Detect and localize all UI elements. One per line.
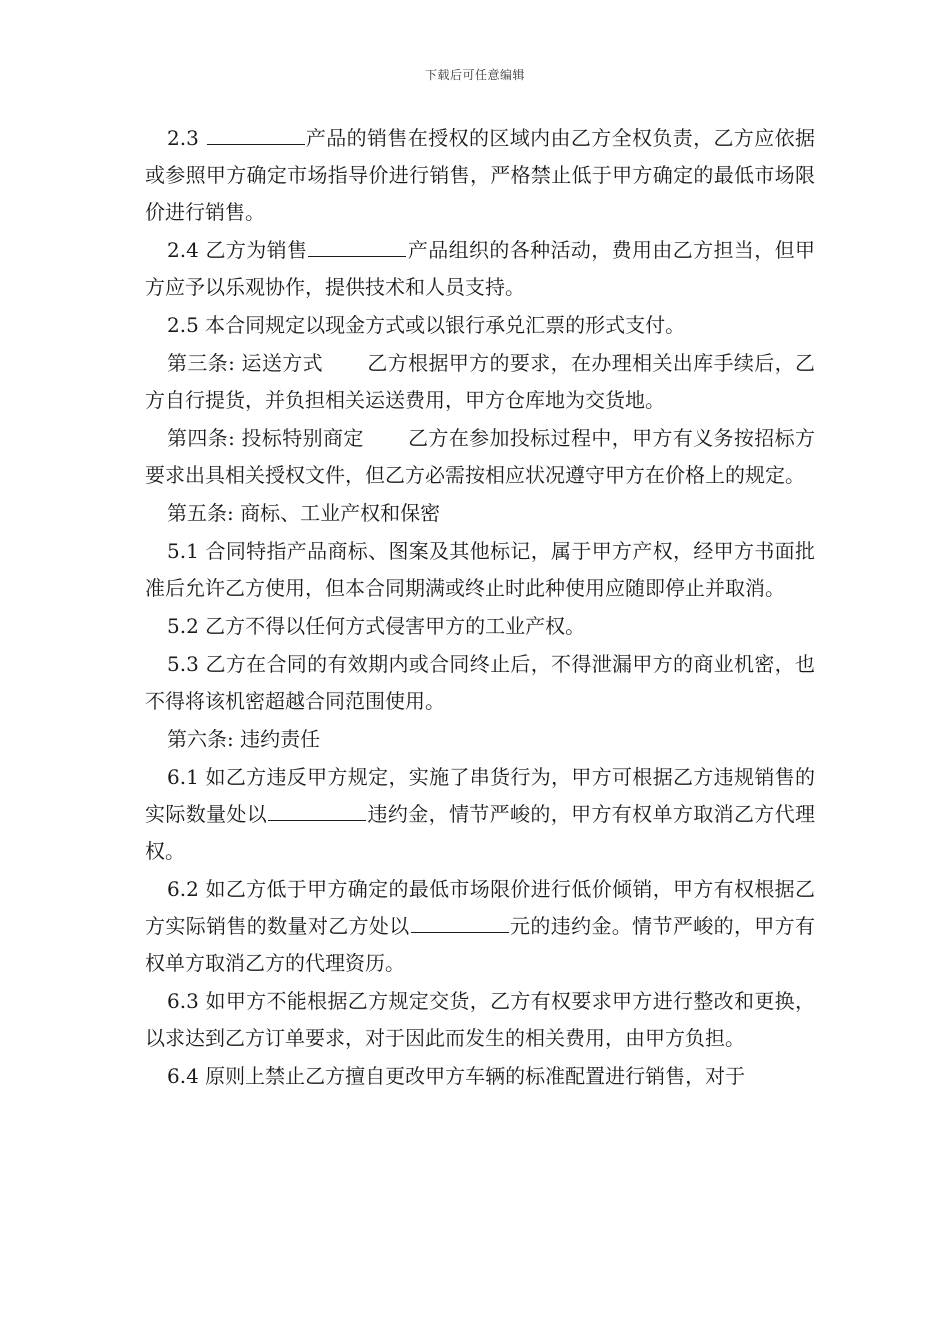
paragraph-text: 5.2 乙方不得以任何方式侵害甲方的工业产权。	[167, 614, 586, 638]
paragraph-text: 乙方在参加投标过程中，甲方有义务按招标方要求出具相关授权文件，但乙方必需按相应状况遵守甲方在价格上的规定。	[145, 426, 815, 487]
paragraph-text: 2.5 本合同规定以现金方式或以银行承兑汇票的形式支付。	[167, 313, 686, 337]
fill-in-blank	[207, 122, 305, 145]
article-heading: 第三条: 运送方式	[167, 351, 323, 375]
article-6-heading	[145, 721, 815, 758]
paragraph-6-4	[145, 1058, 815, 1095]
article-heading: 第五条: 商标、工业产权和保密	[167, 501, 441, 525]
fill-in-blank	[308, 234, 406, 257]
paragraph-text: 6.2 如乙方低于甲方确定的最低市场限价进行低价倾销，甲方有权根据乙方实际销售的数量对乙方处以	[145, 877, 815, 938]
paragraph-text: 2.4 乙方为销售	[167, 238, 308, 262]
document-body	[145, 120, 815, 1096]
paragraph-6-3	[145, 983, 815, 1057]
paragraph-text: 5.3 乙方在合同的有效期内或合同终止后，不得泄漏甲方的商业机密，也不得将该机密超越合同范围使用。	[145, 652, 815, 713]
article-heading: 第六条: 违约责任	[167, 727, 321, 751]
paragraph-text: 2.3	[167, 126, 206, 150]
article-4	[145, 420, 815, 494]
paragraph-text: 5.1 合同特指产品商标、图案及其他标记，属于甲方产权，经甲方书面批准后允许乙方使用，但本合同期满或终止时此种使用应随即停止并取消。	[145, 539, 815, 600]
paragraph-text: 6.3 如甲方不能根据乙方规定交货，乙方有权要求甲方进行整改和更换，以求达到乙方订单要求，对于因此而发生的相关费用，由甲方负担。	[145, 989, 815, 1050]
paragraph-text: 6.4 原则上禁止乙方擅自更改甲方车辆的标准配置进行销售，对于	[167, 1064, 746, 1088]
article-5-heading	[145, 495, 815, 532]
paragraph-text: 产品的销售在授权的区域内由乙方全权负责，乙方应依据或参照甲方确定市场指导价进行销售，严格禁止低于甲方确定的最低市场限价进行销售。	[145, 126, 815, 224]
page-header: 下载后可任意编辑	[424, 68, 525, 82]
paragraph-text: 乙方根据甲方的要求，在办理相关出库手续后，乙方自行提货，并负担相关运送费用，甲方仓库地为交货地。	[145, 351, 815, 412]
paragraph-2-4	[145, 232, 815, 306]
paragraph-text: 违约金，情节严峻的，甲方有权单方取消乙方代理权。	[145, 802, 816, 863]
paragraph-6-2	[145, 871, 815, 982]
article-3	[145, 345, 815, 419]
paragraph-5-1	[145, 533, 815, 607]
paragraph-text: 6.1 如乙方违反甲方规定，实施了串货行为，甲方可根据乙方违规销售的实际数量处以	[145, 765, 815, 826]
paragraph-2-5	[145, 307, 815, 344]
paragraph-text: 产品组织的各种活动，费用由乙方担当，但甲方应予以乐观协作，提供技术和人员支持。	[145, 238, 815, 299]
article-heading: 第四条: 投标特别商定	[167, 426, 364, 450]
fill-in-blank	[411, 910, 509, 933]
paragraph-5-2	[145, 608, 815, 645]
paragraph-5-3	[145, 646, 815, 720]
paragraph-6-1	[145, 759, 815, 870]
fill-in-blank	[268, 798, 366, 821]
paragraph-text: 元的违约金。情节严峻的，甲方有权单方取消乙方的代理资历。	[145, 914, 816, 975]
paragraph-2-3	[145, 120, 815, 231]
